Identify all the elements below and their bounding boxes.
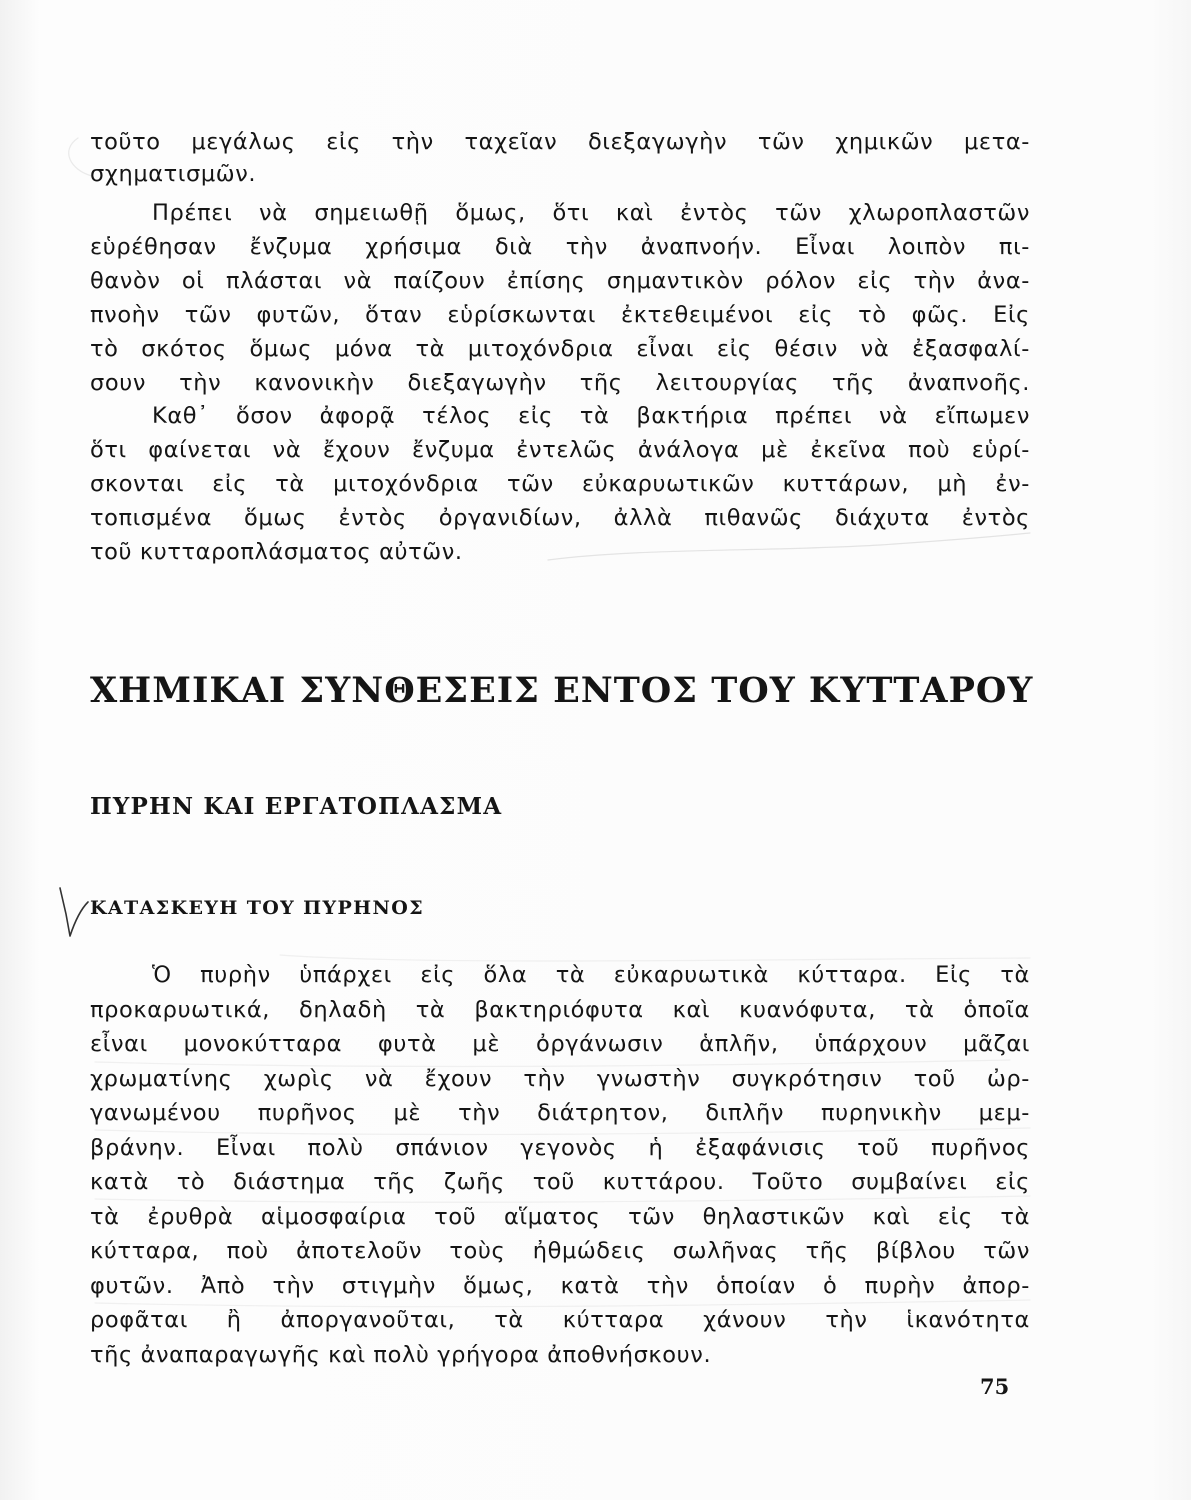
- text-line: εὑρέθησαν ἔνζυμα χρήσιμα διὰ τὴν ἀναπνοήν. Εἶναι λοιπὸν πι-: [90, 234, 1030, 260]
- text-line: κατὰ τὸ διάστημα τῆς ζωῆς τοῦ κυττάρου. Τοῦτο συμβαίνει εἰς: [90, 1169, 1030, 1195]
- margin-check-mark: [56, 884, 90, 944]
- text-line: τὰ ἐρυθρὰ αἱμοσφαίρια τοῦ αἵματος τῶν θηλαστικῶν καὶ εἰς τὰ: [90, 1203, 1030, 1230]
- text-line: χρωματίνης χωρὶς νὰ ἔχουν τὴν γνωστὴν συγκρότησιν τοῦ ὠρ-: [90, 1065, 1030, 1092]
- text-line: σχηματισμῶν.: [90, 161, 257, 187]
- text-line: Καθ᾿ ὅσον ἀφορᾷ τέλος εἰς τὰ βακτήρια πρέπει νὰ εἴπωμεν: [152, 403, 1030, 429]
- text-line: τὸ σκότος ὅμως μόνα τὰ μιτοχόνδρια εἶναι εἰς θέσιν νὰ ἐξασφαλί-: [90, 336, 1030, 362]
- text-line: σουν τὴν κανονικὴν διεξαγωγὴν τῆς λειτουργίας τῆς ἀναπνοῆς.: [90, 370, 1030, 396]
- text-line: βράνην. Εἶναι πολὺ σπάνιον γεγονὸς ἡ ἐξαφάνισις τοῦ πυρῆνος: [90, 1134, 1030, 1161]
- text-line: τοπισμένα ὅμως ἐντὸς ὀργανιδίων, ἀλλὰ πιθανῶς διάχυτα ἐντὸς: [90, 505, 1030, 531]
- text-line: γανωμένου πυρῆνος μὲ τὴν διάτρητον, διπλῆν πυρηνικὴν μεμ-: [90, 1100, 1030, 1126]
- text-line: πνοὴν τῶν φυτῶν, ὅταν εὑρίσκωνται ἐκτεθειμένοι εἰς τὸ φῶς. Εἰς: [90, 302, 1030, 328]
- text-line: ροφᾶται ἢ ἀποργανοῦται, τὰ κύτταρα χάνουν τὴν ἱκανότητα: [90, 1307, 1030, 1333]
- section-heading: ΠΥΡΗΝ ΚΑΙ ΕΡΓΑΤΟΠΛΑΣΜΑ: [90, 793, 503, 820]
- text-line: θανὸν οἱ πλάσται νὰ παίζουν ἐπίσης σημαντικὸν ρόλον εἰς τὴν ἀνα-: [90, 268, 1030, 294]
- text-line: τοῦ κυτταροπλάσματος αὐτῶν.: [90, 539, 463, 565]
- text-line: Ὁ πυρὴν ὑπάρχει εἰς ὅλα τὰ εὐκαρυωτικὰ κύτταρα. Εἰς τὰ: [152, 962, 1030, 988]
- text-line: ὅτι φαίνεται νὰ ἔχουν ἔνζυμα ἐντελῶς ἀνάλογα μὲ ἐκεῖνα ποὺ εὑρί-: [90, 437, 1030, 463]
- text-line: κύτταρα, ποὺ ἀποτελοῦν τοὺς ἠθμώδεις σωλῆνας τῆς βίβλου τῶν: [90, 1238, 1030, 1264]
- text-line: προκαρυωτικά, δηλαδὴ τὰ βακτηριόφυτα καὶ κυανόφυτα, τὰ ὁποῖα: [90, 996, 1030, 1023]
- text-line: τοῦτο μεγάλως εἰς τὴν ταχεῖαν διεξαγωγὴν τῶν χημικῶν μετα-: [90, 129, 1030, 155]
- chapter-heading: ΧΗΜΙΚΑΙ ΣΥΝΘΕΣΕΙΣ ΕΝΤΟΣ ΤΟΥ ΚΥΤΤΑΡΟΥ: [90, 670, 1034, 711]
- text-line: Πρέπει νὰ σημειωθῇ ὅμως, ὅτι καὶ ἐντὸς τῶν χλωροπλαστῶν: [152, 200, 1030, 226]
- text-line: εἶναι μονοκύτταρα φυτὰ μὲ ὀργάνωσιν ἁπλῆν, ὑπάρχουν μᾶζαι: [90, 1031, 1030, 1057]
- page-number: 75: [980, 1374, 1010, 1399]
- subsection-heading: ΚΑΤΑΣΚΕΥΗ ΤΟΥ ΠΥΡΗΝΟΣ: [90, 897, 425, 919]
- text-line: σκονται εἰς τὰ μιτοχόνδρια τῶν εὐκαρυωτικῶν κυττάρων, μὴ ἐν-: [90, 471, 1030, 497]
- text-line: τῆς ἀναπαραγωγῆς καὶ πολὺ γρήγορα ἀποθνήσκουν.: [90, 1341, 712, 1368]
- text-line: φυτῶν. Ἀπὸ τὴν στιγμὴν ὅμως, κατὰ τὴν ὁποίαν ὁ πυρὴν ἀπορ-: [90, 1272, 1030, 1299]
